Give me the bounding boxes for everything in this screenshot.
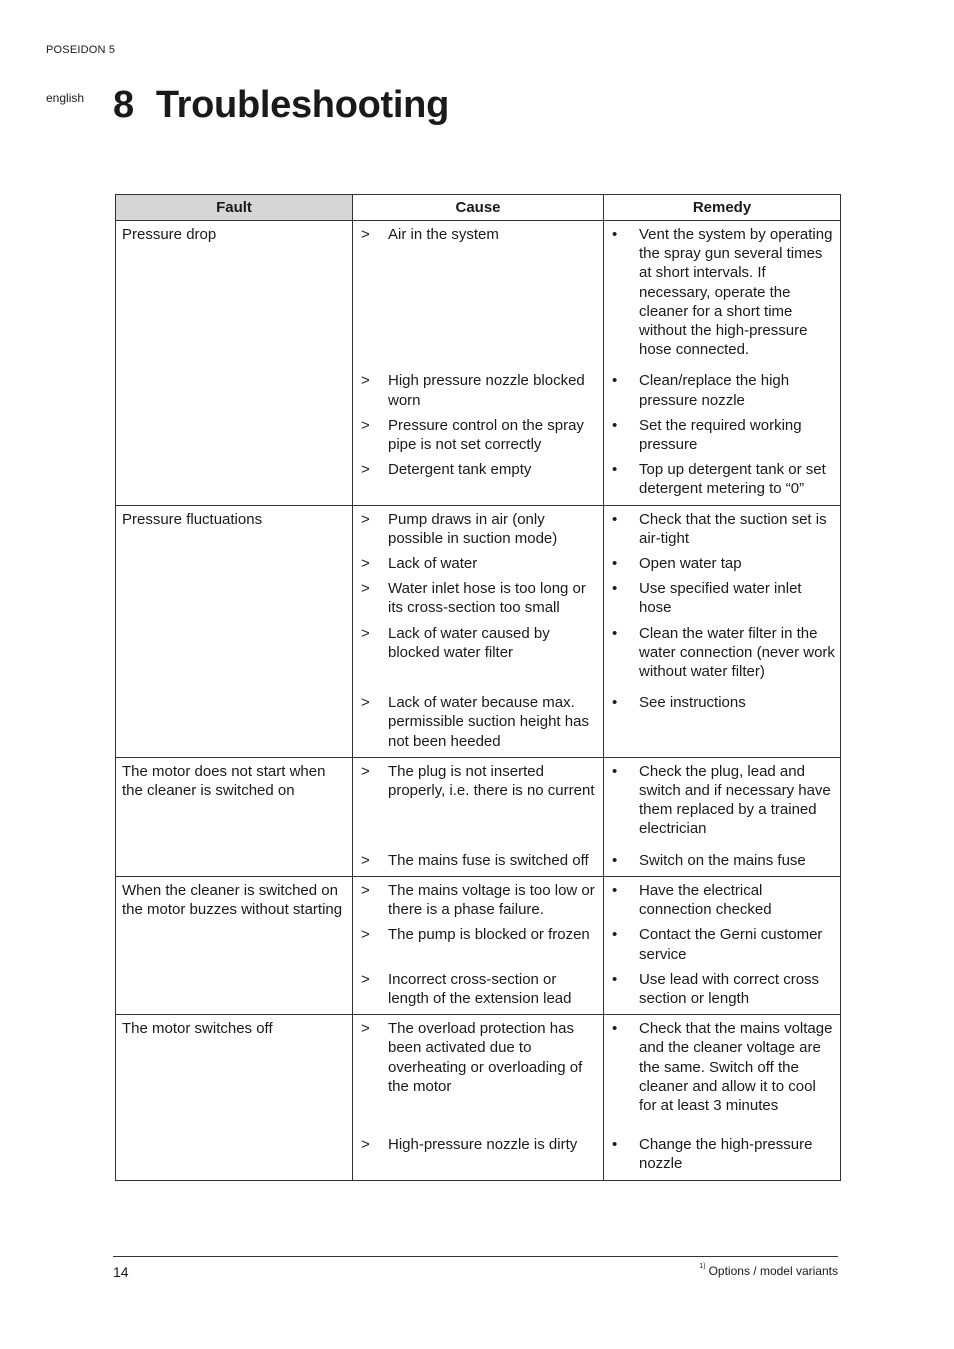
header-fault: Fault: [116, 195, 353, 221]
cause-item: [359, 851, 599, 870]
bullet-icon: •: [612, 510, 618, 528]
remedy-text: Use lead with correct cross section or length: [639, 970, 820, 1007]
fault-cell: When the cleaner is switched on the motor buzzes without starting: [116, 876, 353, 1014]
footnote-text: Options / model variants: [708, 1264, 838, 1278]
header-remedy: Remedy: [604, 195, 841, 221]
cause-marker: >: [361, 1136, 370, 1154]
bullet-icon: •: [612, 461, 618, 479]
cause-marker: >: [361, 555, 370, 573]
cause-text: Air in the system: [388, 226, 499, 243]
cause-marker: >: [361, 372, 370, 390]
footnote: [699, 1264, 838, 1278]
bullet-icon: •: [612, 1020, 618, 1038]
cause-cell: [353, 1015, 604, 1180]
remedy-item: [610, 925, 836, 963]
product-name: POSEIDON 5: [46, 44, 116, 56]
remedy-item: [610, 416, 836, 454]
cause-marker: >: [361, 762, 370, 780]
table-row: [116, 876, 841, 1014]
fault-cell: Pressure fluctuations: [116, 505, 353, 757]
remedy-cell: [604, 221, 841, 506]
bullet-icon: •: [612, 226, 618, 243]
bullet-icon: •: [612, 1136, 618, 1154]
remedy-text: See instructions: [639, 694, 746, 712]
cause-text: The pump is blocked or frozen: [388, 926, 590, 944]
cause-item: [359, 693, 599, 751]
table-row: [116, 1015, 841, 1180]
remedy-text: Clean/replace the high pressure nozzle: [639, 372, 790, 409]
page-title: [113, 84, 449, 127]
cause-marker: >: [361, 694, 370, 712]
cause-marker: >: [361, 851, 370, 869]
remedy-item: [610, 1135, 836, 1173]
cause-item: [359, 925, 599, 963]
section-number: 8: [113, 84, 134, 126]
cause-cell: [353, 221, 604, 506]
cause-item: [359, 579, 599, 617]
bullet-icon: •: [612, 416, 618, 434]
table-row: [116, 505, 841, 757]
remedy-text: Open water tap: [639, 555, 742, 573]
cause-marker: >: [361, 926, 370, 944]
cause-item: [359, 1135, 599, 1173]
remedy-text: Change the high-pressure nozzle: [639, 1136, 813, 1173]
section-title: Troubleshooting: [155, 84, 449, 126]
cause-item: [359, 510, 599, 548]
bullet-icon: •: [612, 970, 618, 988]
bullet-icon: •: [612, 694, 618, 712]
remedy-text: Set the required working pressure: [639, 416, 802, 454]
bullet-icon: •: [612, 624, 618, 642]
cause-text: The mains fuse is switched off: [388, 851, 589, 869]
cause-item: [359, 416, 599, 454]
footnote-mark: 1): [699, 1263, 706, 1270]
cause-text: Detergent tank empty: [388, 461, 532, 479]
cause-text: Incorrect cross-section or length of the extension lead: [388, 970, 572, 1007]
cause-text: Lack of water caused by blocked water filter: [388, 624, 550, 661]
remedy-text: Switch on the mains fuse: [639, 851, 806, 869]
remedy-item: [610, 851, 836, 870]
cause-marker: >: [361, 1020, 370, 1038]
cause-text: Water inlet hose is too long or its cross-section too small: [388, 580, 586, 617]
cause-item: [359, 371, 599, 409]
remedy-item: [610, 225, 836, 365]
remedy-item: [610, 1019, 836, 1129]
remedy-text: Have the electrical connection checked: [639, 881, 772, 919]
cause-marker: >: [361, 461, 370, 479]
bullet-icon: •: [612, 762, 618, 780]
remedy-text: Check that the mains voltage and the cleaner voltage are the same. Switch off the cleaner and allow it to cool for at least 3 minutes: [639, 1020, 833, 1114]
remedy-item: [610, 460, 836, 498]
cause-item: [359, 881, 599, 919]
remedy-text: Top up detergent tank or set detergent metering to “0”: [639, 461, 826, 498]
cause-marker: >: [361, 970, 370, 988]
cause-text: Lack of water because max. permissible suction height has not been heeded: [388, 694, 589, 750]
bullet-icon: •: [612, 851, 618, 869]
remedy-text: Use specified water inlet hose: [639, 580, 802, 617]
cause-text: The plug is not inserted properly, i.e. there is no current: [388, 762, 595, 800]
cause-item: [359, 554, 599, 573]
bullet-icon: •: [612, 555, 618, 573]
cause-item: [359, 225, 599, 365]
bullet-icon: •: [612, 580, 618, 598]
fault-cell: The motor does not start when the cleaner is switched on: [116, 757, 353, 876]
cause-item: [359, 762, 599, 845]
remedy-text: Check the plug, lead and switch and if necessary have them replaced by a trained electrician: [639, 762, 831, 838]
troubleshooting-table: [115, 194, 841, 1181]
remedy-item: [610, 693, 836, 751]
bullet-icon: •: [612, 926, 618, 944]
cause-item: [359, 460, 599, 498]
cause-cell: [353, 757, 604, 876]
remedy-cell: [604, 757, 841, 876]
remedy-cell: [604, 1015, 841, 1180]
cause-text: The mains voltage is too low or there is a phase failure.: [388, 881, 595, 919]
table-header-row: [116, 195, 841, 221]
remedy-text: Clean the water filter in the water connection (never work without water filter): [639, 624, 835, 681]
cause-marker: >: [361, 881, 370, 899]
remedy-cell: [604, 505, 841, 757]
remedy-item: [610, 579, 836, 617]
cause-marker: >: [361, 510, 370, 528]
fault-cell: The motor switches off: [116, 1015, 353, 1180]
table-row: [116, 757, 841, 876]
bullet-icon: •: [612, 372, 618, 390]
cause-item: [359, 1019, 599, 1129]
remedy-item: [610, 970, 836, 1008]
cause-text: Pressure control on the spray pipe is not set correctly: [388, 416, 584, 454]
remedy-item: [610, 554, 836, 573]
cause-text: High pressure nozzle blocked worn: [388, 372, 585, 409]
remedy-text: Contact the Gerni customer service: [639, 926, 823, 963]
cause-marker: >: [361, 580, 370, 598]
cause-text: The overload protection has been activated due to overheating or overloading of the motor: [388, 1020, 583, 1095]
cause-item: [359, 970, 599, 1008]
table-body: [116, 221, 841, 1181]
cause-marker: >: [361, 226, 370, 243]
cause-text: Lack of water: [388, 555, 478, 573]
bullet-icon: •: [612, 881, 618, 899]
cause-text: High-pressure nozzle is dirty: [388, 1136, 578, 1154]
remedy-item: [610, 371, 836, 409]
remedy-item: [610, 510, 836, 548]
cause-marker: >: [361, 416, 370, 434]
remedy-item: [610, 881, 836, 919]
cause-text: Pump draws in air (only possible in suction mode): [388, 510, 558, 547]
header-cause: Cause: [353, 195, 604, 221]
cause-cell: [353, 876, 604, 1014]
table-row: [116, 221, 841, 506]
cause-cell: [353, 505, 604, 757]
remedy-item: [610, 624, 836, 688]
remedy-text: Vent the system by operating the spray gun several times at short intervals. If necessary, operate the cleaner for a short time without the high-pressure hose connected.: [639, 226, 833, 359]
cause-marker: >: [361, 624, 370, 642]
page-number: 14: [113, 1264, 129, 1280]
fault-cell: Pressure drop: [116, 221, 353, 506]
remedy-text: Check that the suction set is air-tight: [639, 510, 827, 547]
language-label: english: [46, 91, 85, 105]
footer-divider: [113, 1256, 838, 1257]
cause-item: [359, 624, 599, 688]
remedy-cell: [604, 876, 841, 1014]
remedy-item: [610, 762, 836, 845]
